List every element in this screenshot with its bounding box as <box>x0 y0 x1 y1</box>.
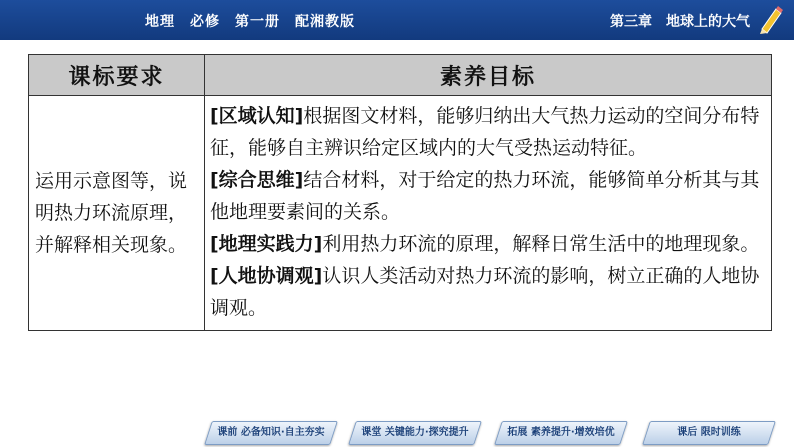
goal-text: 利用热力环流的原理，解释日常生活中的地理现象。 <box>322 233 760 255</box>
nav-button-after-class[interactable] <box>642 421 776 445</box>
nav-button-label: 课后 限时训练 <box>677 427 741 438</box>
nav-button-in-class[interactable] <box>348 421 482 445</box>
column-header-requirement: 课标要求 <box>29 55 205 96</box>
goal-key: [综合思维] <box>210 169 304 191</box>
table-row <box>29 96 772 331</box>
chapter-title: 第三章 地球上的大气 <box>610 14 750 30</box>
goal-item <box>210 260 767 324</box>
table-header-row <box>29 55 772 96</box>
nav-button-label: 课前 必备知识·自主夯实 <box>217 427 325 438</box>
goal-key: [区域认知] <box>210 105 304 127</box>
column-header-goals: 素养目标 <box>205 55 772 96</box>
top-header-bar <box>0 0 794 40</box>
goal-text: 根据图文材料，能够归纳出大气热力运动的空间分布特征，能够自主辨识给定区域内的大气受热运动特征。 <box>210 105 760 159</box>
bottom-nav <box>0 413 794 447</box>
nav-button-extension[interactable] <box>494 421 628 445</box>
goal-item <box>210 228 767 260</box>
requirement-cell: 运用示意图等，说明热力环流原理，并解释相关现象。 <box>29 96 205 331</box>
nav-button-label: 课堂 关键能力·探究提升 <box>361 427 469 438</box>
pencil-icon <box>756 5 784 35</box>
goals-cell <box>205 96 772 331</box>
standards-table <box>28 54 772 331</box>
goal-key: [地理实践力] <box>210 233 323 255</box>
goal-text: 结合材料，对于给定的热力环流，能够简单分析其与其他地理要素间的关系。 <box>210 169 760 223</box>
goal-item <box>210 100 767 164</box>
book-title: 地理 必修 第一册 配湘教版 <box>145 14 355 30</box>
nav-button-label: 拓展 素养提升·增效培优 <box>507 427 615 438</box>
goal-key: [人地协调观] <box>210 265 323 287</box>
goal-item <box>210 164 767 228</box>
nav-button-before-class[interactable] <box>204 421 338 445</box>
goal-text: 认识人类活动对热力环流的影响，树立正确的人地协调观。 <box>210 265 760 319</box>
